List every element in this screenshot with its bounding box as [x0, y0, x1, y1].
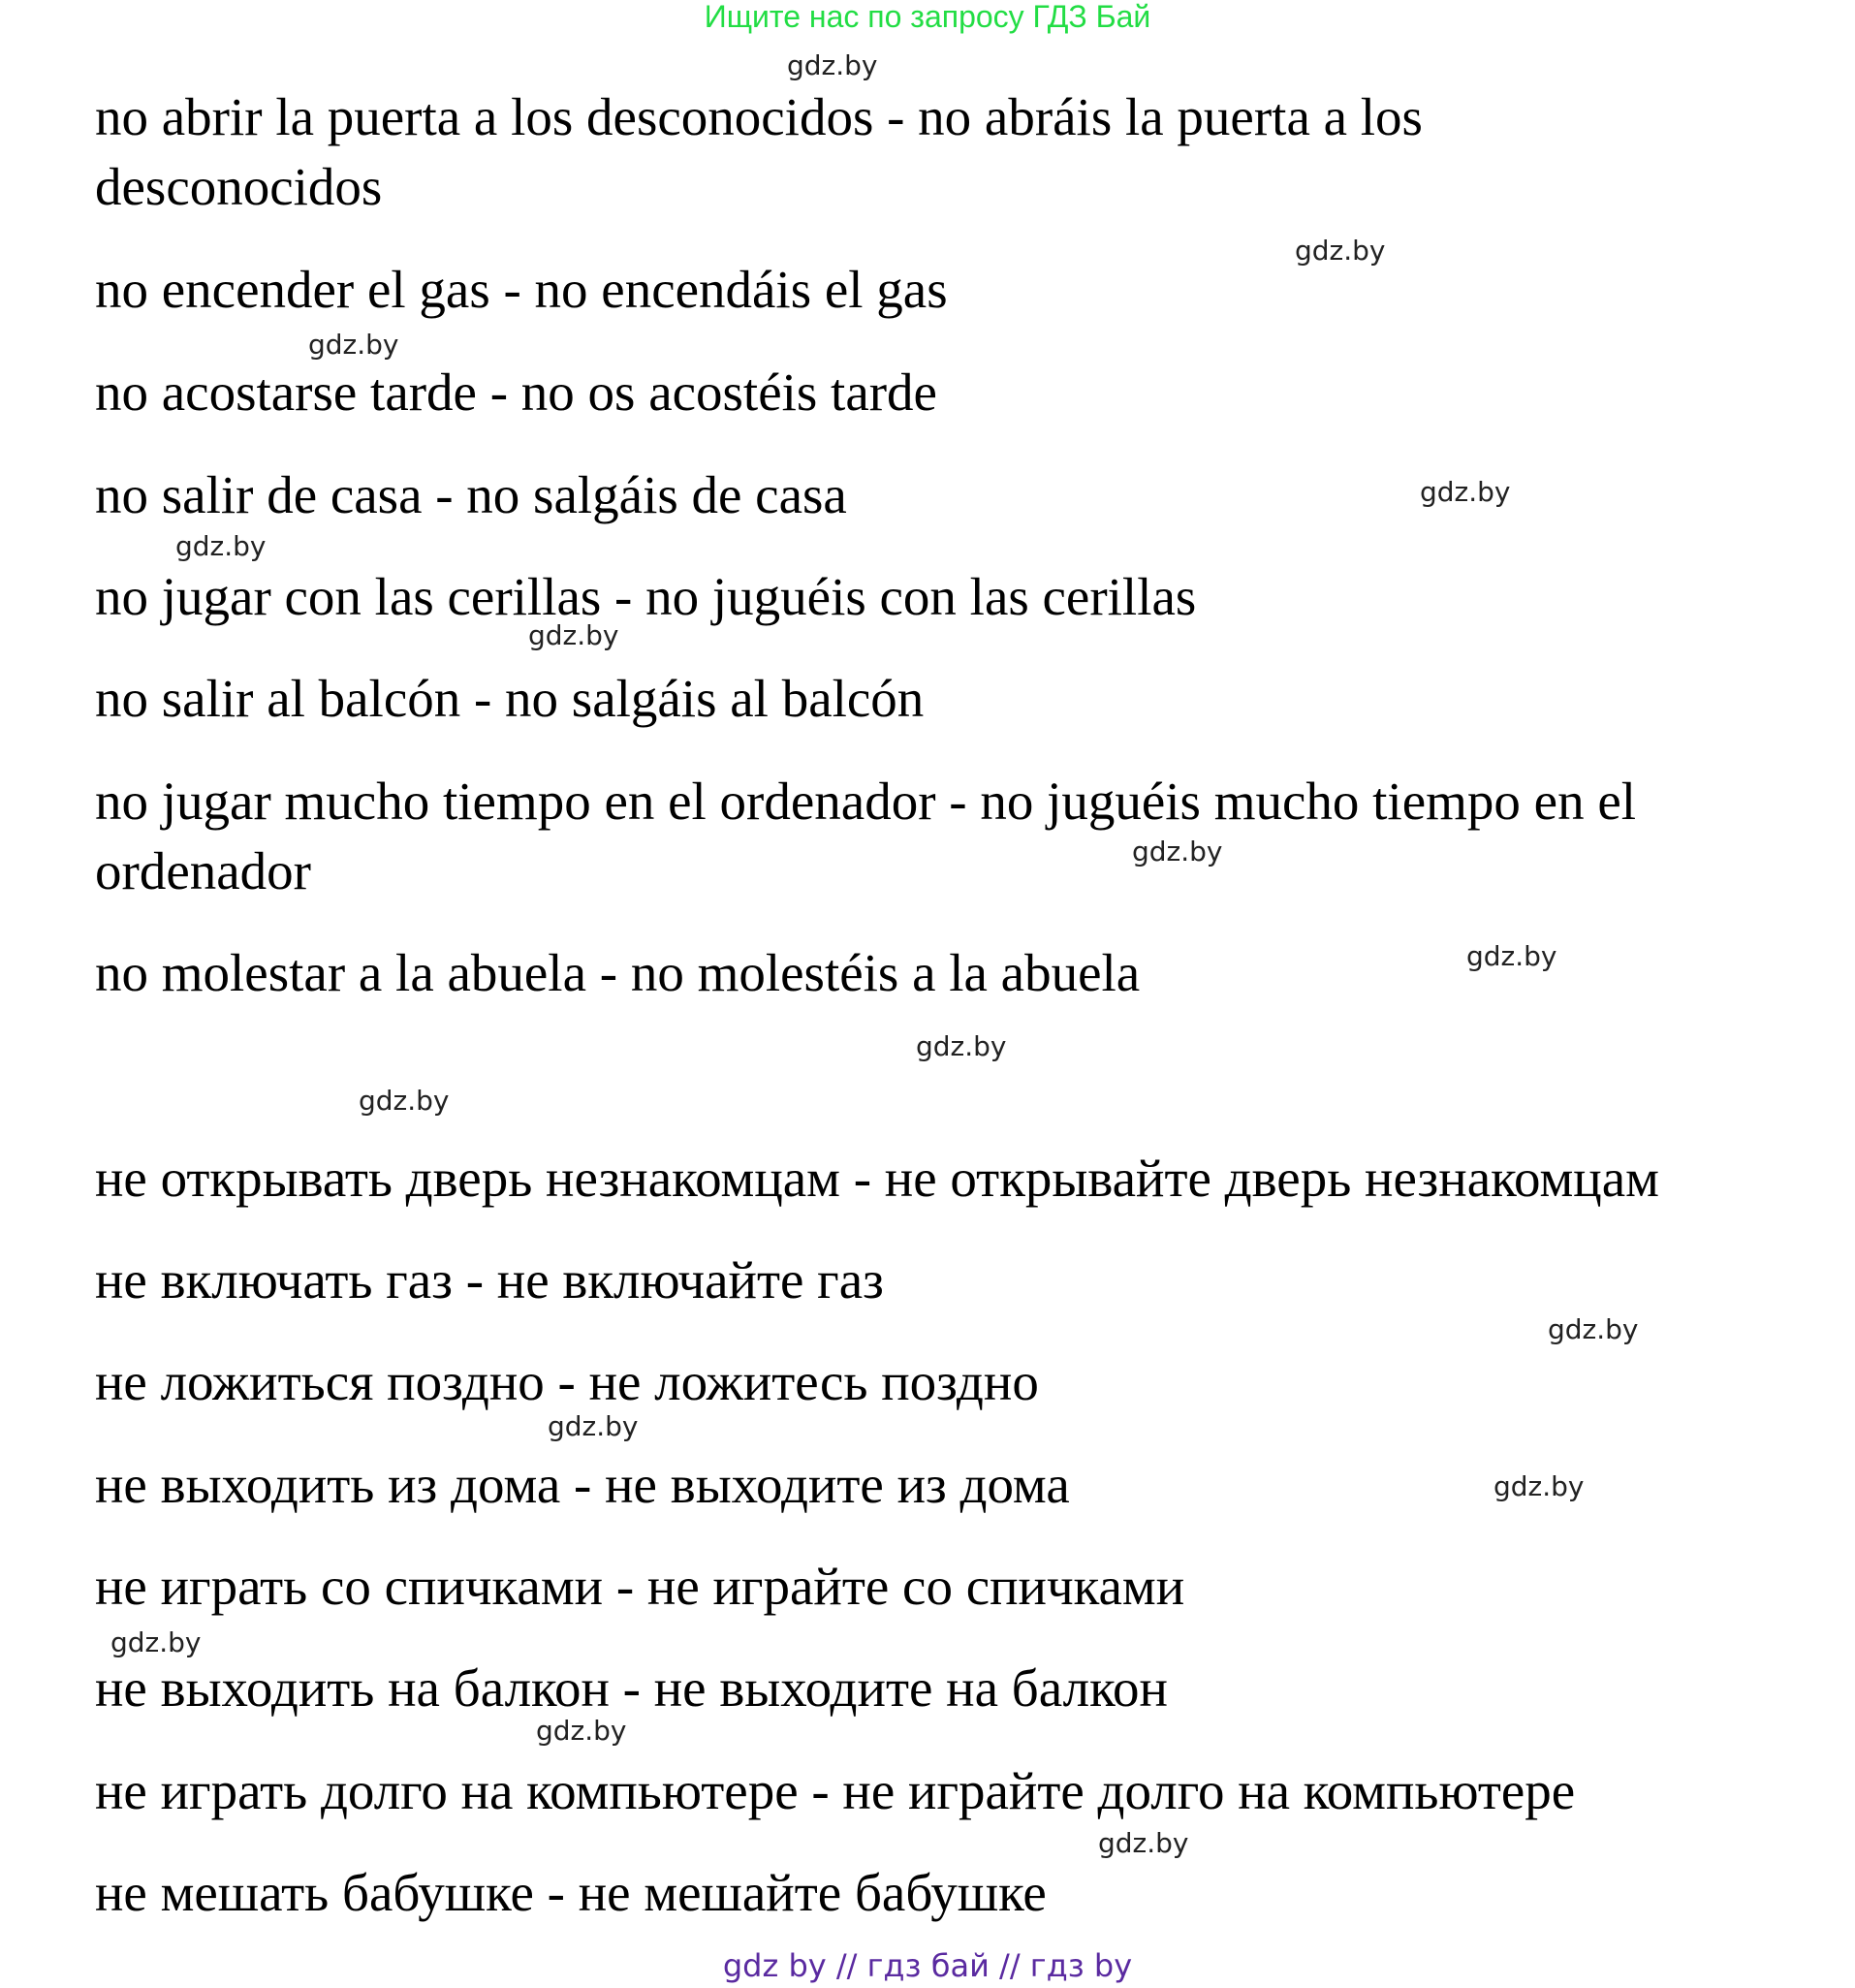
watermark: gdz.by: [1098, 1827, 1189, 1859]
watermark: gdz.by: [359, 1085, 450, 1117]
text-line: не играть долго на компьютере - не играйте долго на компьютере: [95, 1761, 1576, 1820]
text-line: desconocidos: [95, 157, 383, 216]
watermark: gdz.by: [1493, 1470, 1585, 1502]
watermark: gdz.by: [536, 1715, 627, 1747]
text-line: не играть со спичками - не играйте со спичками: [95, 1557, 1185, 1616]
watermark: gdz.by: [1466, 940, 1557, 972]
watermark: gdz.by: [548, 1410, 639, 1442]
watermark: gdz.by: [1132, 836, 1223, 868]
text-line: no abrir la puerta a los desconocidos - no abráis la puerta a los: [95, 87, 1423, 146]
text-line: не выходить из дома - не выходите из дома: [95, 1455, 1070, 1514]
watermark: gdz.by: [916, 1030, 1007, 1062]
text-line: no salir de casa - no salgáis de casa: [95, 465, 847, 524]
search-hint-header: Ищите нас по запросу ГДЗ Бай: [704, 0, 1151, 34]
text-line: no jugar con las cerillas - no juguéis con las cerillas: [95, 567, 1197, 626]
text-line: не включать газ - не включайте газ: [95, 1250, 884, 1310]
watermark: gdz.by: [1420, 476, 1511, 508]
text-line: no encender el gas - no encendáis el gas: [95, 260, 948, 319]
text-line: не выходить на балкон - не выходите на балкон: [95, 1658, 1168, 1718]
site-footer: gdz by // гдз бай // гдз by: [722, 1947, 1133, 1984]
text-line: не ложиться поздно - не ложитесь поздно: [95, 1352, 1039, 1411]
text-line: no acostarse tarde - no os acostéis tarde: [95, 363, 937, 422]
text-line: no salir al balcón - no salgáis al balcón: [95, 669, 925, 728]
watermark: gdz.by: [175, 530, 267, 562]
text-line: no molestar a la abuela - no molestéis a la abuela: [95, 943, 1141, 1002]
watermark: gdz.by: [1295, 235, 1386, 267]
watermark: gdz.by: [787, 49, 878, 81]
watermark: gdz.by: [1548, 1313, 1639, 1345]
text-line: ordenador: [95, 841, 311, 900]
text-line: не открывать дверь незнакомцам - не открывайте дверь незнакомцам: [95, 1149, 1659, 1208]
text-line: no jugar mucho tiempo en el ordenador - no juguéis mucho tiempo en el: [95, 772, 1637, 831]
watermark: gdz.by: [308, 329, 399, 361]
watermark: gdz.by: [528, 619, 619, 651]
watermark: gdz.by: [110, 1626, 202, 1658]
text-line: не мешать бабушке - не мешайте бабушке: [95, 1863, 1047, 1922]
